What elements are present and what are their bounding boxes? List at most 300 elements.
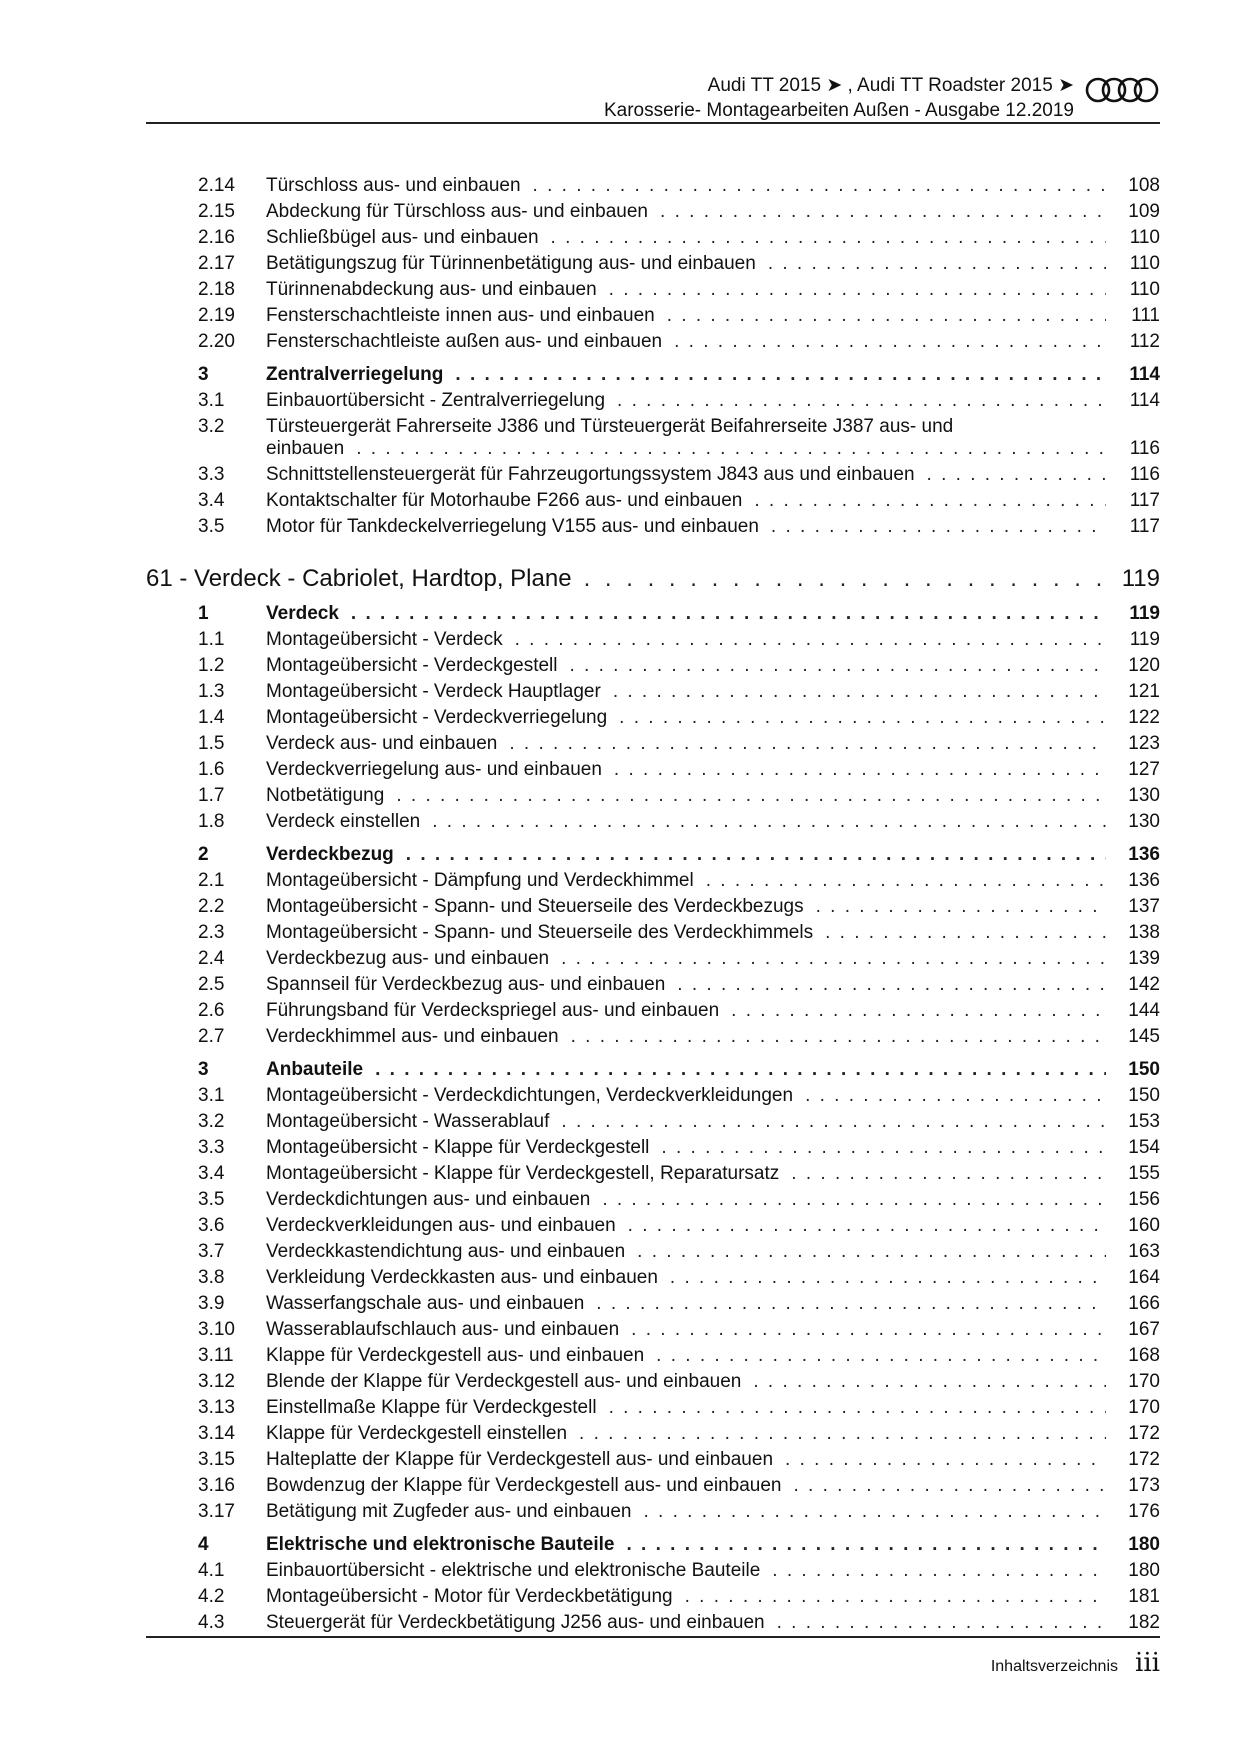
toc-page-number: 119 (1121, 565, 1160, 592)
toc-entry (266, 279, 1160, 301)
page-header (146, 70, 1160, 124)
toc-row[interactable] (146, 1396, 1160, 1422)
toc-entry (266, 305, 1160, 327)
toc-row[interactable] (146, 1422, 1160, 1448)
toc-entry (266, 175, 1160, 197)
toc-row[interactable] (146, 252, 1160, 278)
toc-row[interactable] (146, 1370, 1160, 1396)
toc-page-number: 119 (1129, 603, 1160, 624)
toc-entry (266, 1371, 1160, 1393)
toc-entry (266, 811, 1160, 833)
toc-entry (266, 1449, 1160, 1471)
toc-section-row[interactable] (146, 361, 1160, 389)
toc-row[interactable] (146, 415, 1160, 463)
toc-number: 3.7 (198, 1241, 225, 1262)
toc-title: Verdeckdichtungen aus- und einbauen (266, 1189, 591, 1210)
toc-entry (266, 1163, 1160, 1185)
toc-entry (266, 1586, 1160, 1608)
toc-title: Bowdenzug der Klappe für Verdeckgestell aus- und einbauen (266, 1475, 782, 1496)
toc-number: 3.4 (198, 490, 225, 511)
toc-section-row[interactable] (146, 1056, 1160, 1084)
footer-divider (146, 1636, 1160, 1638)
toc-number: 2.15 (198, 201, 235, 222)
toc-title: Fensterschachtleiste innen aus- und einbauen (266, 305, 655, 326)
toc-number: 2.5 (198, 974, 225, 995)
dot-leader (533, 175, 1106, 197)
toc-page-number: 112 (1129, 331, 1160, 352)
toc-number: 3.9 (198, 1293, 225, 1314)
dot-leader (791, 1163, 1106, 1185)
toc-section-row[interactable] (146, 1531, 1160, 1559)
toc-row[interactable] (146, 921, 1160, 947)
toc-title: Montageübersicht - Verdeckverriegelung (266, 707, 608, 728)
toc-row[interactable] (146, 304, 1160, 330)
toc-row[interactable] (146, 1084, 1160, 1110)
toc-number: 3.2 (198, 1111, 225, 1132)
toc-entry (266, 1423, 1160, 1445)
toc-number: 2.7 (198, 1026, 225, 1047)
toc-entry (266, 707, 1160, 729)
toc-page-number: 136 (1128, 844, 1160, 865)
toc-number: 3.11 (198, 1345, 234, 1366)
footer-page-number: iii (1135, 1648, 1160, 1678)
toc-title: Fensterschachtleiste außen aus- und einbauen (266, 331, 663, 352)
dot-leader (927, 464, 1106, 486)
toc-number: 1.2 (198, 655, 225, 676)
toc-title: Motor für Tankdeckelverriegelung V155 aus- und einbauen (266, 516, 759, 537)
toc-entry (266, 1293, 1160, 1315)
toc-number: 3.14 (198, 1423, 235, 1444)
toc-page-number: 155 (1128, 1163, 1160, 1184)
toc-row[interactable] (146, 174, 1160, 200)
toc-row[interactable] (146, 515, 1160, 541)
toc-title: Wasserablaufschlauch aus- und einbauen (266, 1319, 620, 1340)
toc-number: 4.1 (198, 1560, 225, 1581)
dot-leader (793, 1475, 1106, 1497)
toc-page-number: 138 (1128, 922, 1160, 943)
toc-row[interactable] (146, 1559, 1160, 1585)
dot-leader (617, 390, 1106, 412)
toc-title-line2: einbauen (266, 438, 345, 459)
toc-entry (266, 1215, 1160, 1237)
dot-leader (584, 565, 1106, 593)
toc-page-number: 111 (1131, 305, 1160, 326)
toc-entry (266, 490, 1160, 512)
toc-entry (266, 603, 1160, 625)
toc-page-number: 110 (1129, 253, 1160, 274)
toc-page-number: 120 (1128, 655, 1160, 676)
toc-title: Montageübersicht - Verdeckdichtungen, Verdeckverkleidungen (266, 1085, 794, 1106)
toc-number: 4 (198, 1534, 209, 1555)
toc-row[interactable] (146, 489, 1160, 515)
toc-number: 2.20 (198, 331, 235, 352)
toc-row[interactable] (146, 680, 1160, 706)
toc-title: Wasserfangschale aus- und einbauen (266, 1293, 585, 1314)
toc-row[interactable] (146, 999, 1160, 1025)
toc-section-row[interactable] (146, 600, 1160, 628)
toc-page-number: 172 (1128, 1423, 1160, 1444)
toc-row[interactable] (146, 628, 1160, 654)
toc-number: 3.12 (198, 1371, 235, 1392)
toc-number: 2.16 (198, 227, 235, 248)
toc-number: 3.8 (198, 1267, 225, 1288)
dot-leader (609, 279, 1106, 301)
toc-title: Montageübersicht - Klappe für Verdeckgestell (266, 1137, 650, 1158)
toc-title: Einbauortübersicht - Zentralverriegelung (266, 390, 606, 411)
toc-row[interactable] (146, 732, 1160, 758)
toc-title: Montageübersicht - Wasserablauf (266, 1111, 550, 1132)
toc-entry (266, 1241, 1160, 1263)
toc-page-number: 114 (1129, 390, 1160, 411)
toc-page-number: 136 (1128, 870, 1160, 891)
toc-number: 2.19 (198, 305, 235, 326)
dot-leader (619, 707, 1106, 729)
toc-entry (266, 759, 1160, 781)
toc-number: 1.3 (198, 681, 225, 702)
dot-leader (667, 305, 1106, 327)
toc-title: Verdeckbezug (266, 844, 394, 865)
toc-page-number: 122 (1128, 707, 1160, 728)
toc-title: Verdeckkastendichtung aus- und einbauen (266, 1241, 626, 1262)
toc-row[interactable] (146, 654, 1160, 680)
toc-entry (266, 844, 1160, 866)
toc-number: 3.17 (198, 1501, 235, 1522)
toc-title: Schließbügel aus- und einbauen (266, 227, 539, 248)
toc-number: 2 (198, 844, 209, 865)
dot-leader (406, 844, 1106, 866)
toc-number: 2.14 (198, 175, 235, 196)
toc-row[interactable] (146, 1025, 1160, 1051)
toc-page-number: 123 (1128, 733, 1160, 754)
toc-title: Einstellmaße Klappe für Verdeckgestell (266, 1397, 597, 1418)
toc-title: Betätigung mit Zugfeder aus- und einbauen (266, 1501, 632, 1522)
dot-leader (570, 655, 1107, 677)
toc-title: 61 - Verdeck - Cabriolet, Hardtop, Plane (146, 565, 572, 592)
toc-row[interactable] (146, 1474, 1160, 1500)
dot-leader (754, 490, 1106, 512)
toc-entry (266, 1026, 1160, 1048)
toc-row[interactable] (146, 810, 1160, 836)
toc-page-number: 170 (1128, 1397, 1160, 1418)
toc-entry (266, 1059, 1160, 1081)
toc-row[interactable] (146, 1318, 1160, 1344)
toc-entry (266, 629, 1160, 651)
toc-entry (266, 253, 1160, 275)
toc-row[interactable] (146, 1240, 1160, 1266)
toc-title: Verdeck (266, 603, 339, 624)
dot-leader (579, 1423, 1106, 1445)
dot-leader (596, 1293, 1106, 1315)
toc-entry (266, 681, 1160, 703)
toc-entry (266, 1612, 1160, 1634)
dot-leader (375, 1059, 1106, 1081)
toc-number: 1.8 (198, 811, 225, 832)
dot-leader (432, 811, 1106, 833)
dot-leader (609, 1397, 1106, 1419)
toc-title-line1: Türsteuergerät Fahrerseite J386 und Türsteuergerät Beifahrerseite J387 aus- und (266, 416, 954, 437)
toc-number: 3 (198, 1059, 209, 1080)
dot-leader (753, 1371, 1106, 1393)
dot-leader (771, 516, 1106, 538)
toc-title: Kontaktschalter für Motorhaube F266 aus- und einbauen (266, 490, 743, 511)
dot-leader (706, 870, 1106, 892)
toc-number: 2.1 (198, 870, 225, 891)
toc-title: Blende der Klappe für Verdeckgestell aus- und einbauen (266, 1371, 742, 1392)
toc-row[interactable] (146, 973, 1160, 999)
toc-page-number: 170 (1128, 1371, 1160, 1392)
toc-title: Verdeckbezug aus- und einbauen (266, 948, 550, 969)
toc-number: 1.6 (198, 759, 225, 780)
toc-title: Verdeck einstellen (266, 811, 421, 832)
toc-section-row[interactable] (146, 841, 1160, 869)
toc-row[interactable] (146, 1344, 1160, 1370)
toc-number: 1.1 (198, 629, 225, 650)
toc-title: Montageübersicht - Verdeck (266, 629, 503, 650)
toc-page-number: 108 (1128, 175, 1160, 196)
header-model-line: Audi TT 2015 ➤ , Audi TT Roadster 2015 ➤ (707, 75, 1074, 96)
toc-entry (266, 331, 1160, 353)
dot-leader (509, 733, 1106, 755)
toc-title: Montageübersicht - Spann- und Steuerseile des Verdeckhimmels (266, 922, 814, 943)
toc-row[interactable] (146, 330, 1160, 356)
toc-entry (266, 655, 1160, 677)
toc-entry (266, 1534, 1160, 1556)
toc-page-number: 127 (1128, 759, 1160, 780)
toc-page-number: 176 (1128, 1501, 1160, 1522)
toc-title: Montageübersicht - Spann- und Steuerseile des Verdeckbezugs (266, 896, 804, 917)
toc-number: 4.2 (198, 1586, 225, 1607)
toc-title: Montageübersicht - Klappe für Verdeckgestell, Reparatursatz (266, 1163, 780, 1184)
toc-row[interactable] (146, 1266, 1160, 1292)
toc-row[interactable] (146, 1585, 1160, 1611)
toc-number: 3.3 (198, 1137, 225, 1158)
toc-number: 3.5 (198, 1189, 225, 1210)
dot-leader (685, 1586, 1106, 1608)
toc-title: Montageübersicht - Verdeck Hauptlager (266, 681, 601, 702)
toc-page-number: 164 (1128, 1267, 1160, 1288)
dot-leader (777, 1612, 1106, 1634)
toc-page-number: 142 (1128, 974, 1160, 995)
toc-page-number: 154 (1128, 1137, 1160, 1158)
toc-row[interactable] (146, 463, 1160, 489)
toc-number: 3 (198, 364, 209, 385)
toc-title: Verdeckverkleidungen aus- und einbauen (266, 1215, 616, 1236)
toc-number: 1.7 (198, 785, 225, 806)
toc-title: Notbetätigung (266, 785, 385, 806)
toc-number: 3.1 (198, 390, 225, 411)
toc-entry (266, 974, 1160, 996)
toc-row[interactable] (146, 895, 1160, 921)
toc-page-number: 109 (1128, 201, 1160, 222)
toc-row[interactable] (146, 706, 1160, 732)
toc-page-number: 156 (1128, 1189, 1160, 1210)
toc-page-number: 137 (1128, 896, 1160, 917)
toc-row[interactable] (146, 1162, 1160, 1188)
toc-row[interactable] (146, 869, 1160, 895)
dot-leader (351, 603, 1106, 625)
toc-entry (146, 565, 1160, 593)
toc-row[interactable] (146, 1214, 1160, 1240)
toc-number: 1.5 (198, 733, 225, 754)
dot-leader (628, 1215, 1106, 1237)
toc-title: Türinnenabdeckung aus- und einbauen (266, 279, 597, 300)
toc-row[interactable] (146, 1188, 1160, 1214)
toc-page-number: 153 (1128, 1111, 1160, 1132)
toc-page-number: 116 (1129, 438, 1160, 459)
toc-entry (266, 1397, 1160, 1419)
toc-page-number: 168 (1128, 1345, 1160, 1366)
dot-leader (356, 438, 1106, 460)
toc-title: Abdeckung für Türschloss aus- und einbauen (266, 201, 649, 222)
toc-title: Montageübersicht - Dämpfung und Verdeckhimmel (266, 870, 694, 891)
toc-title: Verdeckhimmel aus- und einbauen (266, 1026, 559, 1047)
toc-entry (266, 1000, 1160, 1022)
toc-row[interactable] (146, 1611, 1160, 1637)
dot-leader (561, 1111, 1106, 1133)
header-manual-title: Karosserie- Montagearbeiten Außen - Ausgabe 12.2019 (603, 100, 1074, 121)
toc-number: 2.17 (198, 253, 235, 274)
toc-entry (266, 1319, 1160, 1341)
dot-leader (772, 1560, 1106, 1582)
toc-title: Verdeckverriegelung aus- und einbauen (266, 759, 602, 780)
dot-leader (551, 227, 1106, 249)
toc-title: Türschloss aus- und einbauen (266, 175, 521, 196)
toc-title: Klappe für Verdeckgestell einstellen (266, 1423, 568, 1444)
toc-page-number: 167 (1128, 1319, 1160, 1340)
toc-number: 3.4 (198, 1163, 225, 1184)
dot-leader (614, 759, 1106, 781)
toc-entry (266, 364, 1160, 386)
toc-row[interactable] (146, 1136, 1160, 1162)
toc-number: 2.4 (198, 948, 225, 969)
toc-entry (266, 1475, 1160, 1497)
toc-title: Verkleidung Verdeckkasten aus- und einbauen (266, 1267, 658, 1288)
toc-entry (266, 1189, 1160, 1211)
toc-title: Halteplatte der Klappe für Verdeckgestell aus- und einbauen (266, 1449, 774, 1470)
toc-page-number: 144 (1128, 1000, 1160, 1021)
toc-entry (266, 201, 1160, 223)
dot-leader (631, 1319, 1106, 1341)
dot-leader (613, 681, 1106, 703)
toc-entry (266, 870, 1160, 892)
dot-leader (396, 785, 1106, 807)
dot-leader (805, 1085, 1106, 1107)
toc-title: Montageübersicht - Motor für Verdeckbetätigung (266, 1586, 673, 1607)
toc-title: Einbauortübersicht - elektrische und elektronische Bauteile (266, 1560, 761, 1581)
toc-number: 4.3 (198, 1612, 225, 1633)
dot-leader (571, 1026, 1106, 1048)
toc-page-number: 166 (1128, 1293, 1160, 1314)
dot-leader (561, 948, 1106, 970)
toc-entry (266, 1267, 1160, 1289)
dot-leader (643, 1501, 1106, 1523)
toc-number: 3.5 (198, 516, 225, 537)
toc-page-number: 180 (1128, 1534, 1160, 1555)
toc-number: 3.15 (198, 1449, 235, 1470)
toc-title: Zentralverriegelung (266, 364, 444, 385)
toc-title: Betätigungszug für Türinnenbetätigung aus- und einbauen (266, 253, 756, 274)
toc-number: 2.3 (198, 922, 225, 943)
toc-row[interactable] (146, 389, 1160, 415)
toc-title: Anbauteile (266, 1059, 364, 1080)
toc-entry (266, 1345, 1160, 1367)
toc-title: Führungsband für Verdeckspriegel aus- und einbauen (266, 1000, 720, 1021)
toc-entry (266, 948, 1160, 970)
toc-page-number: 121 (1128, 681, 1160, 702)
toc-entry (266, 1085, 1160, 1107)
toc-entry (266, 785, 1160, 807)
toc-page-number: 116 (1129, 464, 1160, 485)
toc-chapter-row[interactable] (146, 555, 1160, 595)
toc-entry (266, 733, 1160, 755)
toc-title: Verdeck aus- und einbauen (266, 733, 498, 754)
dot-leader (677, 974, 1106, 996)
toc-page-number: 117 (1129, 490, 1160, 511)
toc-number: 3.6 (198, 1215, 225, 1236)
toc-entry (266, 1111, 1160, 1133)
toc-title: Elektrische und elektronische Bauteile (266, 1534, 615, 1555)
toc-number: 3.16 (198, 1475, 235, 1496)
toc-title: Klappe für Verdeckgestell aus- und einbauen (266, 1345, 645, 1366)
footer-label: Inhaltsverzeichnis (990, 1658, 1118, 1675)
toc-row[interactable] (146, 200, 1160, 226)
dot-leader (661, 1137, 1106, 1159)
toc-number: 3.2 (198, 416, 225, 437)
toc-page-number: 110 (1129, 227, 1160, 248)
toc-page-number: 150 (1128, 1059, 1160, 1080)
table-of-contents (146, 174, 1160, 1637)
toc-number: 2.2 (198, 896, 225, 917)
toc-page-number: 181 (1128, 1586, 1160, 1607)
toc-row[interactable] (146, 1500, 1160, 1526)
toc-row[interactable] (146, 226, 1160, 252)
toc-title: Schnittstellensteuergerät für Fahrzeugortungssystem J843 aus und einbauen (266, 464, 915, 485)
toc-page-number: 114 (1129, 364, 1160, 385)
toc-page-number: 139 (1128, 948, 1160, 969)
toc-page-number: 180 (1128, 1560, 1160, 1581)
toc-row[interactable] (146, 1110, 1160, 1136)
toc-number: 3.1 (198, 1085, 225, 1106)
toc-number: 1 (198, 603, 209, 624)
toc-page-number: 172 (1128, 1449, 1160, 1470)
dot-leader (785, 1449, 1106, 1471)
toc-entry (266, 1560, 1160, 1582)
dot-leader (816, 896, 1106, 918)
toc-entry (266, 438, 1160, 460)
dot-leader (637, 1241, 1106, 1263)
toc-number: 1.4 (198, 707, 225, 728)
toc-number: 3.13 (198, 1397, 235, 1418)
toc-row[interactable] (146, 947, 1160, 973)
toc-page-number: 150 (1128, 1085, 1160, 1106)
toc-page-number: 119 (1129, 629, 1160, 650)
toc-entry (266, 896, 1160, 918)
toc-title: Steuergerät für Verdeckbetätigung J256 aus- und einbauen (266, 1612, 765, 1633)
toc-entry (266, 1137, 1160, 1159)
toc-row[interactable] (146, 278, 1160, 304)
toc-title: Spannseil für Verdeckbezug aus- und einbauen (266, 974, 666, 995)
dot-leader (602, 1189, 1106, 1211)
toc-row[interactable] (146, 758, 1160, 784)
toc-page-number: 130 (1128, 811, 1160, 832)
toc-title: Montageübersicht - Verdeckgestell (266, 655, 558, 676)
toc-page-number: 117 (1129, 516, 1160, 537)
toc-number: 3.10 (198, 1319, 235, 1340)
dot-leader (656, 1345, 1106, 1367)
toc-row[interactable] (146, 1292, 1160, 1318)
toc-row[interactable] (146, 1448, 1160, 1474)
toc-row[interactable] (146, 784, 1160, 810)
